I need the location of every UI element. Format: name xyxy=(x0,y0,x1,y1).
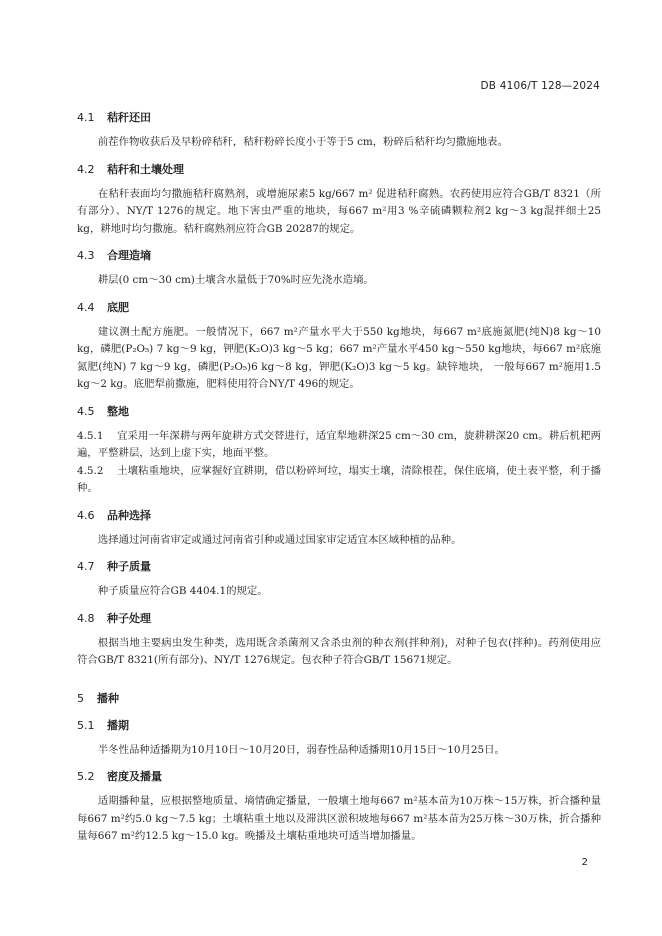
section-title: 密度及播量 xyxy=(107,770,162,783)
section-heading xyxy=(77,161,601,179)
section-heading xyxy=(77,247,601,265)
section-number: 4.4 xyxy=(77,300,95,314)
document-body xyxy=(77,109,601,846)
section-heading xyxy=(77,558,601,576)
paragraph: 耕层(0 cm～30 cm)土壤含水量低于70%时应先浇水造墒。 xyxy=(97,274,374,286)
item-number: 4.5.1 xyxy=(77,429,104,442)
section-title: 秸秆还田 xyxy=(107,111,151,124)
paragraph: 根据当地主要病虫发生种类，选用既含杀菌剂又含杀虫剂的种衣剂(拌种剂)，对种子包衣(拌种)。药剂使用应符合GB/T 8321(所有部分)、NY/T 1276规定。包衣种子符合GB/T 15671规定。 xyxy=(77,636,601,666)
section-title: 整地 xyxy=(107,404,129,418)
section-title: 秸秆和土壤处理 xyxy=(107,162,184,176)
chapter-heading xyxy=(77,690,601,708)
section-heading xyxy=(77,109,601,127)
paragraph: 建议测土配方施肥。一般情况下，667 m²产量水平大于550 kg地块，每667 m²底施氮肥(纯N)8 kg～10 kg，磷肥(P₂O₅) 7 kg～9 kg，钾肥(K₂O)3 kg～5 kg；667 m²产量水平450 kg～550 kg地块，每667 m²底施氮肥(纯N) 7 kg～9 kg，磷肥(P₂O₅)6 kg～8 kg，钾肥(K₂O)3 kg～5 kg。缺锌地块， 一般每667 m²施用1.5 kg～2 kg。底肥犁前撒施，肥料使用符合NY/T 496的规定。 xyxy=(77,325,601,390)
item-number: 4.5.2 xyxy=(77,464,104,477)
section-title: 种子质量 xyxy=(107,560,151,573)
paragraph: 前茬作物收获后及早粉碎秸秆，秸秆粉碎长度小于等于5 cm，粉碎后秸秆均匀撒施地表。 xyxy=(97,136,508,148)
section-number: 5.2 xyxy=(77,770,95,783)
section-heading xyxy=(77,299,601,317)
section-number: 4.8 xyxy=(77,611,95,625)
list-item xyxy=(77,428,601,463)
section-heading xyxy=(77,507,601,525)
paragraph: 在秸秆表面均匀撒施秸秆腐熟剂，或增施尿素5 kg/667 m² 促进秸秆腐熟。农药使用应符合GB/T 8321（所有部分）、NY/T 1276的规定。地下害虫严重的地块，每667 m²用3 %辛硫磷颗粒剂2 kg～3 kg混拌细土25 kg，耕地时均匀撒施。秸秆腐熟剂应符合GB 20287的规定。 xyxy=(77,187,601,235)
section-number: 4.5 xyxy=(77,404,95,418)
list-item xyxy=(77,463,601,498)
section-number: 4.2 xyxy=(77,162,95,176)
section-heading xyxy=(77,610,601,628)
section-title: 合理造墒 xyxy=(107,249,151,262)
section-number: 5.1 xyxy=(77,718,95,732)
document-code: DB 4106/T 128—2024 xyxy=(480,80,600,92)
page-number: 2 xyxy=(581,857,588,868)
section-heading xyxy=(77,768,601,786)
section-title: 底肥 xyxy=(107,300,129,314)
chapter-number: 5 xyxy=(77,691,84,705)
paragraph: 种子质量应符合GB 4404.1的规定。 xyxy=(97,585,268,597)
section-number: 4.6 xyxy=(77,508,95,522)
paragraph: 半冬性品种适播期为10月10日～10月20日，弱春性品种适播期10月15日～10月25日。 xyxy=(97,743,505,756)
section-number: 4.7 xyxy=(77,560,95,573)
section-title: 播期 xyxy=(107,718,129,732)
section-heading xyxy=(77,717,601,735)
paragraph: 选择通过河南省审定或通过河南省引种或通过国家审定适宜本区域种植的品种。 xyxy=(97,533,462,546)
section-title: 种子处理 xyxy=(107,611,151,625)
section-number: 4.1 xyxy=(77,111,95,124)
section-title: 品种选择 xyxy=(107,508,151,522)
section-heading xyxy=(77,403,601,421)
section-number: 4.3 xyxy=(77,249,95,262)
item-text: 宜采用一年深耕与两年旋耕方式交替进行，适宜犁地耕深25 cm～30 cm，旋耕耕深20 cm。耕后机耙两遍，平整耕层，达到上虚下实，地面平整。 xyxy=(77,429,601,459)
chapter-title: 播种 xyxy=(97,691,119,705)
item-text: 土壤粘重地块，应掌握好宜耕期，借以粉碎坷垃，塌实土壤，清除根茬，保住底墒，使土表平整，利于播种。 xyxy=(77,464,601,494)
paragraph: 适期播种量，应根据整地质量、墒情确定播量，一般壤土地每667 m²基本苗为10万株～15万株，折合播种量每667 m²约5.0 kg～7.5 kg；土壤粘重土地以及滞洪区淤积坡地每667 m²基本苗为25万株～30万株，折合播种量每667 m²约12.5 kg～15.0 kg。晚播及土壤粘重地块可适当增加播量。 xyxy=(77,795,601,842)
